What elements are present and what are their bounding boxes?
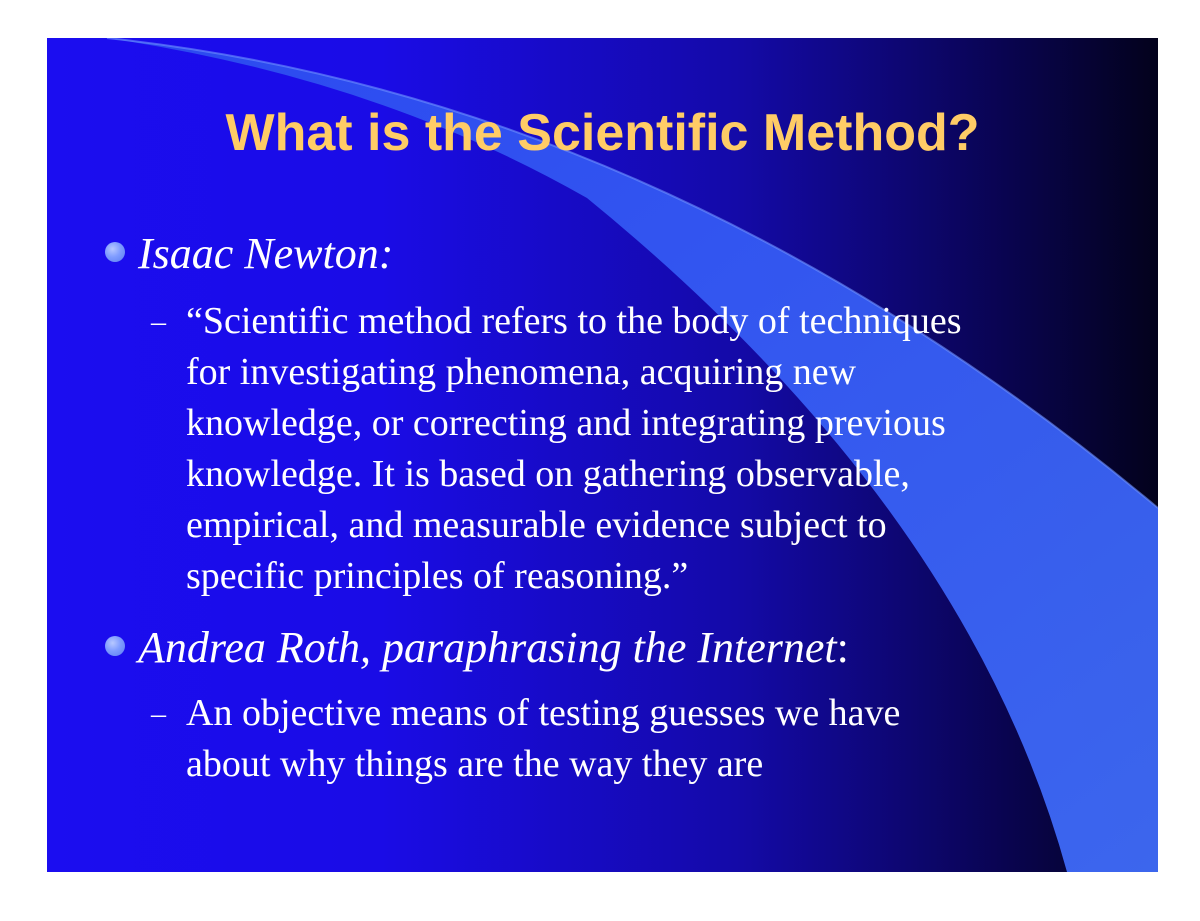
bullet-label-text: Andrea Roth, paraphrasing the Internet — [138, 623, 837, 672]
quote-line-5: empirical, and measurable evidence subject to — [186, 504, 887, 546]
quote-line-4: knowledge. It is based on gathering observable, — [186, 453, 910, 495]
bullet-label-colon: : — [836, 623, 849, 672]
bullet-label: Isaac Newton: — [138, 229, 394, 278]
bullet-dot-icon — [105, 636, 125, 656]
bullet-label — [138, 622, 849, 674]
quote-line-6: specific principles of reasoning.” — [186, 555, 689, 597]
definition-line-2: about why things are the way they are — [186, 743, 764, 785]
sub-bullet-text — [186, 296, 962, 602]
quote-line-1: “Scientific method refers to the body of techniques — [186, 300, 962, 342]
slide-title: What is the Scientific Method? — [225, 104, 980, 162]
bullet-dot-icon — [105, 242, 125, 262]
slide — [47, 38, 1158, 872]
sub-bullet-text — [186, 688, 900, 790]
dash-icon: – — [151, 305, 166, 338]
definition-line-1: An objective means of testing guesses we have — [186, 692, 901, 734]
dash-icon: – — [151, 697, 166, 730]
quote-line-2: for investigating phenomena, acquiring new — [186, 351, 857, 393]
quote-line-3: knowledge, or correcting and integrating previous — [186, 402, 946, 444]
